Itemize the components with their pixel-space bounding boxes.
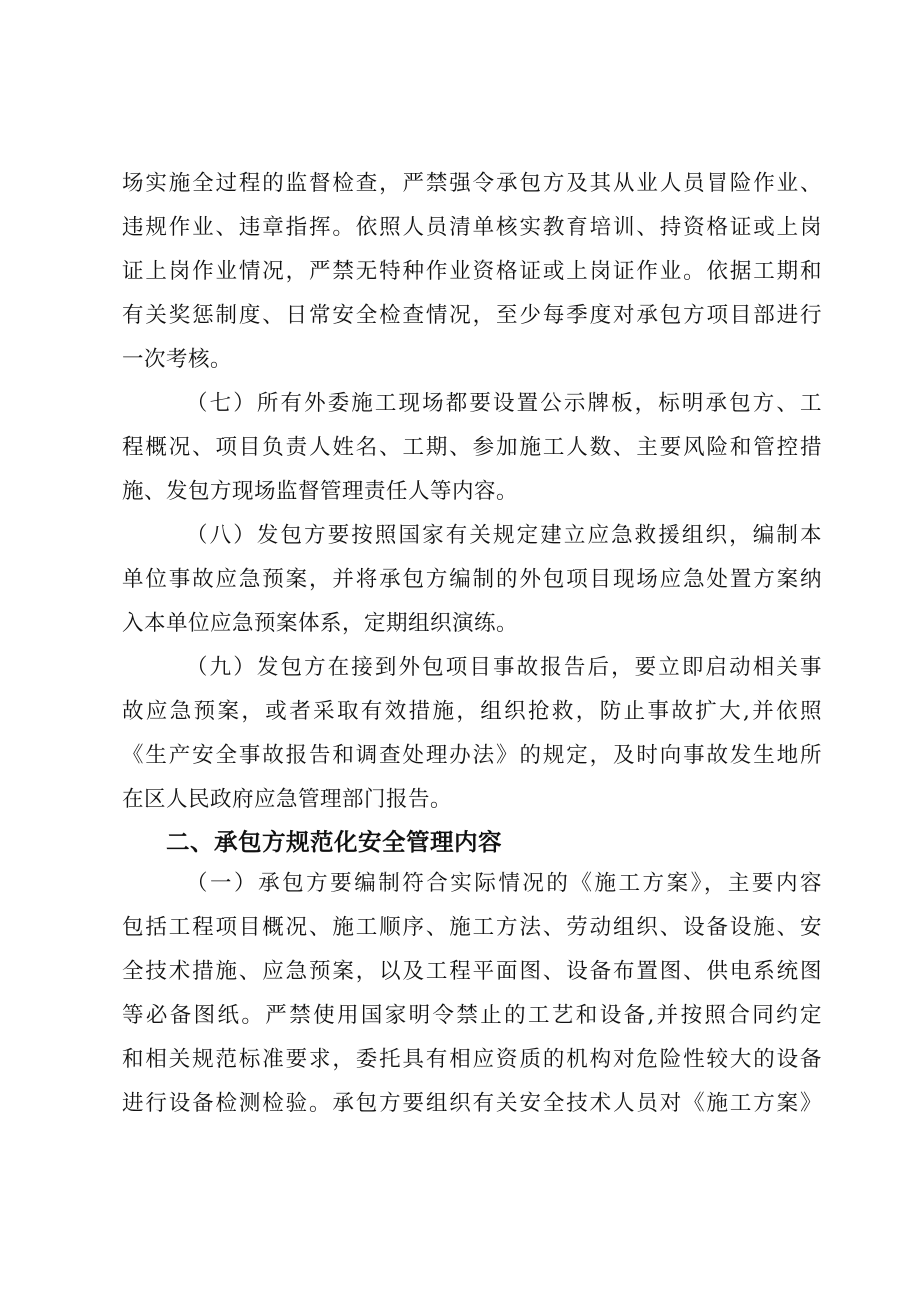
paragraph-line: 有关奖惩制度、日常安全检查情况，至少每季度对承包方项目部进行 bbox=[122, 303, 822, 328]
paragraph-line: 在区人民政府应急管理部门报告。 bbox=[122, 787, 453, 812]
paragraph-line: 全技术措施、应急预案，以及工程平面图、设备布置图、供电系统图 bbox=[122, 959, 822, 984]
paragraph-line: （一）承包方要编制符合实际情况的《施工方案》，主要内容 bbox=[186, 871, 822, 896]
paragraph-line: 入本单位应急预案体系，定期组织演练。 bbox=[122, 611, 519, 636]
paragraph-line: 《生产安全事故报告和调查处理办法》的规定，及时向事故发生地所 bbox=[122, 743, 822, 768]
paragraph-line: 程概况、项目负责人姓名、工期、参加施工人数、主要风险和管控措 bbox=[122, 435, 822, 460]
paragraph-line: 和相关规范标准要求，委托具有相应资质的机构对危险性较大的设备 bbox=[122, 1047, 822, 1072]
paragraph-line: 证上岗作业情况，严禁无特种作业资格证或上岗证作业。依据工期和 bbox=[122, 259, 822, 284]
paragraph-line: 包括工程项目概况、施工顺序、施工方法、劳动组织、设备设施、安 bbox=[122, 915, 822, 940]
paragraph-line: 一次考核。 bbox=[122, 347, 233, 372]
paragraph-line: 场实施全过程的监督检查，严禁强令承包方及其从业人员冒险作业、 bbox=[122, 171, 822, 196]
paragraph-line: 等必备图纸。严禁使用国家明令禁止的工艺和设备,并按照合同约定 bbox=[122, 1003, 822, 1028]
section-heading: 二、承包方规范化安全管理内容 bbox=[166, 828, 502, 856]
paragraph-line: （九）发包方在接到外包项目事故报告后，要立即启动相关事 bbox=[186, 655, 822, 680]
paragraph-line: 进行设备检测检验。承包方要组织有关安全技术人员对《施工方案》 bbox=[122, 1091, 822, 1116]
paragraph-line: 违规作业、违章指挥。依照人员清单核实教育培训、持资格证或上岗 bbox=[122, 215, 822, 240]
paragraph-line: 单位事故应急预案，并将承包方编制的外包项目现场应急处置方案纳 bbox=[122, 567, 822, 592]
paragraph-line: 故应急预案，或者采取有效措施，组织抢救，防止事故扩大,并依照 bbox=[122, 699, 822, 724]
paragraph-line: （八）发包方要按照国家有关规定建立应急救援组织，编制本 bbox=[186, 523, 822, 548]
paragraph-line: 施、发包方现场监督管理责任人等内容。 bbox=[122, 479, 519, 504]
paragraph-line: （七）所有外委施工现场都要设置公示牌板，标明承包方、工 bbox=[186, 391, 822, 416]
